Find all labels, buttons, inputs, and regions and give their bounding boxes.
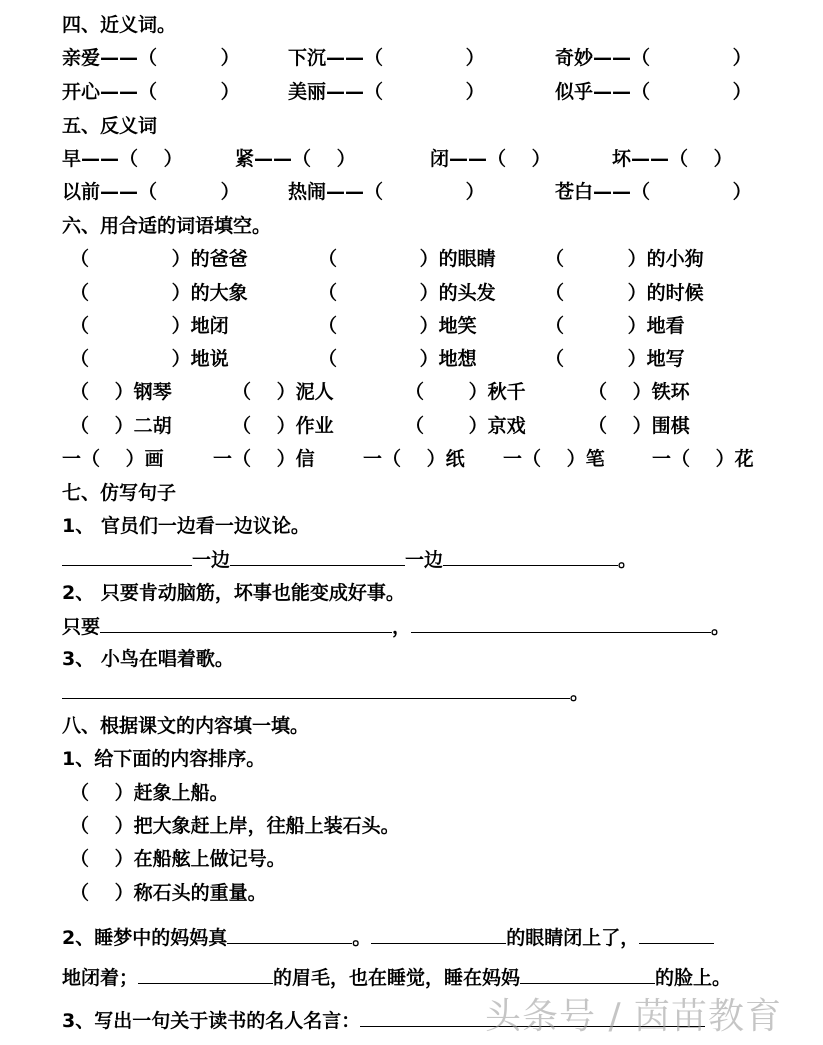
fill-item: （ ）地想 [318, 348, 477, 370]
fill-item: （ ）的大象 [70, 282, 248, 304]
blank[interactable] [443, 547, 618, 566]
synonym-item: 美丽——（ ） [288, 81, 485, 103]
fill-item: （ ）铁环 [588, 381, 690, 403]
text: 的眼睛闭上了， [506, 927, 640, 949]
fill-item: （ ）围棋 [588, 415, 690, 437]
text: 。 [352, 927, 372, 949]
section-6-title: 六、用合适的词语填空。 [62, 215, 272, 237]
blank[interactable] [520, 965, 655, 984]
fill-item: （ ）地笑 [318, 315, 477, 337]
synonym-item: 亲爱——（ ） [62, 47, 240, 69]
fill-item: （ ）作业 [232, 415, 334, 437]
text: 地闭着； [62, 967, 139, 989]
text: ， [392, 616, 412, 638]
question: 1、给下面的内容排序。 [62, 748, 266, 770]
fill-item: 一（ ）画 [62, 448, 164, 470]
fill-item: （ ）的眼睛 [318, 248, 496, 270]
text: 。 [570, 682, 590, 704]
fill-item: 一（ ）纸 [363, 448, 465, 470]
fill-item: （ ）的爸爸 [70, 248, 248, 270]
order-item: （ ）赶象上船。 [70, 782, 229, 804]
fill-item: （ ）的时候 [545, 282, 704, 304]
fill-item: 一（ ）花 [652, 448, 754, 470]
synonym-item: 似乎——（ ） [555, 81, 752, 103]
fill-item: （ ）京戏 [405, 415, 526, 437]
text: 的脸上。 [655, 967, 732, 989]
fill-item: （ ）的头发 [318, 282, 496, 304]
antonym-item: 热闹——（ ） [288, 181, 485, 203]
fill-item: （ ）二胡 [70, 415, 172, 437]
fill-item: （ ）地闭 [70, 315, 229, 337]
blank[interactable] [100, 614, 392, 633]
sentence-prompt: 3、 小鸟在唱着歌。 [62, 648, 234, 670]
fill-item: （ ）地看 [545, 315, 685, 337]
blank[interactable] [138, 965, 273, 984]
watermark: 头条号 / 茵苗教育 [485, 996, 783, 1037]
answer-line [62, 547, 637, 572]
fill-item: （ ）地说 [70, 348, 229, 370]
synonym-item: 开心——（ ） [62, 81, 240, 103]
text: 。 [618, 549, 638, 571]
fill-item: （ ）泥人 [232, 381, 334, 403]
blank[interactable] [639, 925, 714, 944]
blank[interactable] [230, 547, 405, 566]
text: 的眉毛，也在睡觉，睡在妈妈 [273, 967, 521, 989]
text: 2、睡梦中的妈妈真 [62, 927, 228, 949]
answer-line [62, 614, 730, 639]
order-item: （ ）在船舷上做记号。 [70, 848, 286, 870]
antonym-item: 以前——（ ） [62, 181, 240, 203]
text: 一边 [192, 549, 231, 571]
section-7-title: 七、仿写句子 [62, 482, 177, 504]
antonym-item: 闭——（ ） [430, 148, 551, 170]
section-4-title: 四、近义词。 [62, 14, 177, 36]
antonym-item: 坏——（ ） [612, 148, 733, 170]
antonym-item: 紧——（ ） [235, 148, 356, 170]
blank[interactable] [371, 925, 506, 944]
text: 一边 [405, 549, 444, 571]
fill-item: （ ）的小狗 [545, 248, 704, 270]
fill-item: 一（ ）信 [213, 448, 315, 470]
section-5-title: 五、反义词 [62, 115, 158, 137]
answer-line [62, 925, 714, 950]
synonym-item: 下沉——（ ） [288, 47, 485, 69]
text: 只要 [62, 616, 101, 638]
fill-item: （ ）钢琴 [70, 381, 172, 403]
answer-line [62, 680, 589, 705]
blank[interactable] [411, 614, 711, 633]
answer-line [62, 965, 731, 990]
blank[interactable] [62, 547, 192, 566]
fill-item: （ ）地写 [545, 348, 685, 370]
text: 。 [711, 616, 731, 638]
order-item: （ ）称石头的重量。 [70, 882, 267, 904]
order-item: （ ）把大象赶上岸，往船上装石头。 [70, 815, 400, 837]
sentence-prompt: 1、 官员们一边看一边议论。 [62, 515, 310, 537]
synonym-item: 奇妙——（ ） [555, 47, 752, 69]
section-8-title: 八、根据课文的内容填一填。 [62, 715, 310, 737]
antonym-item: 早——（ ） [62, 148, 183, 170]
antonym-item: 苍白——（ ） [555, 181, 752, 203]
fill-item: （ ）秋千 [405, 381, 526, 403]
text: 3、写出一句关于读书的名人名言： [62, 1010, 361, 1032]
sentence-prompt: 2、 只要肯动脑筋，坏事也能变成好事。 [62, 582, 405, 604]
blank[interactable] [227, 925, 352, 944]
fill-item: 一（ ）笔 [503, 448, 605, 470]
blank[interactable] [62, 680, 570, 699]
